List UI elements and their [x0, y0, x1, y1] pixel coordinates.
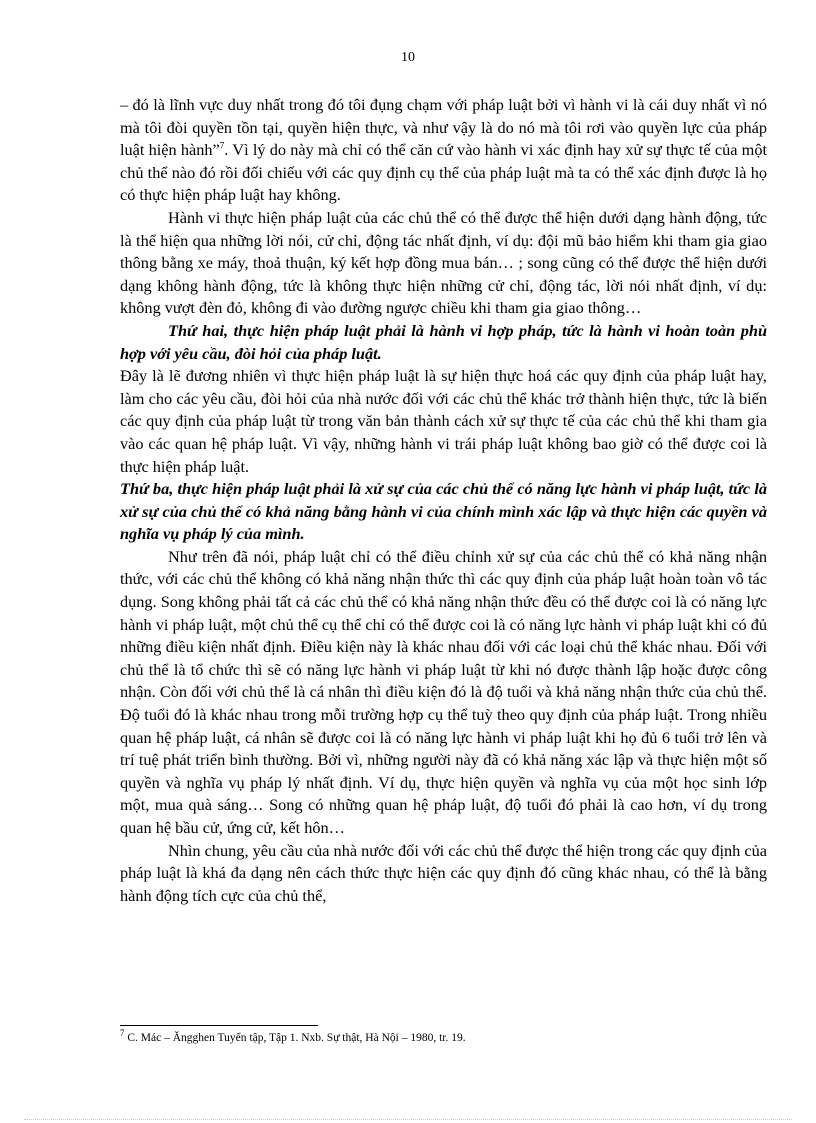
body-text	[120, 94, 767, 907]
footnote-ref[interactable]: 7	[219, 140, 225, 151]
footnote	[120, 1028, 767, 1046]
paragraph-4: Như trên đã nói, pháp luật chỉ có thể điều chỉnh xử sự của các chủ thể có khả năng nhận thức, với các chủ thể không có khả năng nhận thức thì các quy định của pháp luật hoàn toàn vô tác dụng. Song không phải tất cả các chủ thể có khả năng nhận thức đều có thể được coi là có năng lực hành vi pháp luật, một chủ thể cụ thể chỉ có thể được coi là có năng lực hành vi pháp luật khi có đủ những điều kiện nhất định. Điều kiện này là khác nhau đối với các loại chủ thể khác nhau. Đối với chủ thể là tổ chức thì sẽ có năng lực hành vi pháp luật từ khi nó được thành lập hoặc được công nhận. Còn đối với chủ thể là cá nhân thì điều kiện đó là độ tuổi và khả năng nhận thức của chủ thể. Độ tuổi đó là khác nhau trong mỗi trường hợp cụ thể tuỳ theo quy định của pháp luật. Trong nhiều quan hệ pháp luật, cá nhân sẽ được coi là có năng lực hành vi pháp luật khi họ đủ 6 tuổi trở lên và trí tuệ phát triển bình thường. Bởi vì, những người này đã có khả năng xác lập và thực hiện một số quyền và nghĩa vụ pháp lý nhất định. Ví dụ, thực hiện quyền và nghĩa vụ của một học sinh lớp một, mua quà sáng… Song có những quan hệ pháp luật, độ tuổi đó phải là cao hơn, ví dụ trong quan hệ bầu cử, ứng cử, kết hôn…	[120, 546, 767, 837]
footnote-separator	[120, 1025, 318, 1026]
paragraph-2: Hành vi thực hiện pháp luật của các chủ thể có thể được thể hiện dưới dạng hành động, tức là thể hiện qua những lời nói, cử chỉ, động tác nhất định, ví dụ: đội mũ bảo hiểm khi tham gia giao thông bằng xe máy, thoả thuận, ký kết hợp đồng mua bán… ; song cũng có thể được thể hiện dưới dạng không hành động, tức là không thực hiện những cử chỉ, động tác, lời nói nhất định, ví dụ: không vượt đèn đỏ, không đi vào đường ngược chiều khi tham gia giao thông…	[120, 207, 767, 318]
paragraph-tail: . Vì lý do này mà chỉ có thể căn cứ vào hành vi xác định hay xử sự thực tế của một chủ thể nào đó rồi đối chiếu với các quy định cụ thể của pháp luật mà ta có thể xác định được là họ có thực hiện pháp luật hay không.	[120, 140, 767, 205]
footnote-text: C. Mác – Ăngghen Tuyển tập, Tập 1. Nxb. Sự thật, Hà Nội – 1980, tr. 19.	[124, 1032, 466, 1044]
footnote-number: 7	[120, 1028, 125, 1039]
section-heading-second: Thứ hai, thực hiện pháp luật phải là hành vi hợp pháp, tức là hành vi hoàn toàn phù hợp với yêu cầu, đòi hỏi của pháp luật.	[120, 320, 767, 363]
page-bottom-border	[24, 1119, 792, 1120]
paragraph-1	[120, 94, 767, 207]
paragraph-5: Nhìn chung, yêu cầu của nhà nước đối với các chủ thể được thể hiện trong các quy định của pháp luật là khá đa dạng nên cách thức thực hiện các quy định đó cũng khác nhau, có thể là bằng hành động tích cực của chủ thể,	[120, 840, 767, 905]
paragraph-text: – đó là lĩnh vực duy nhất trong đó tôi đụng chạm với pháp luật bởi vì hành vi là cái duy nhất vì nó mà tôi đòi quyền tồn tại, quyền hiện thực, và như vậy là do nó mà tôi rơi vào quyền lực của pháp luật hiện hành”	[120, 95, 767, 160]
paragraph-3: Đây là lẽ đương nhiên vì thực hiện pháp luật là sự hiện thực hoá các quy định của pháp luật hay, làm cho các yêu cầu, đòi hỏi của nhà nước đối với các chủ thể khác trở thành hiện thực, tức là biến các quy định của pháp luật từ trong văn bản thành cách xử sự thực tế của các chủ thể khi tham gia vào các quan hệ pháp luật. Vì vậy, những hành vi trái pháp luật không bao giờ có thể được coi là thực hiện pháp luật.	[120, 366, 767, 476]
section-heading-third: Thứ ba, thực hiện pháp luật phải là xử sự của các chủ thể có năng lực hành vi pháp luật, tức là xử sự của chủ thể có khả năng bằng hành vi của chính mình xác lập và thực hiện các quyền và nghĩa vụ pháp lý của mình.	[120, 479, 767, 544]
page-number: 10	[401, 50, 415, 65]
